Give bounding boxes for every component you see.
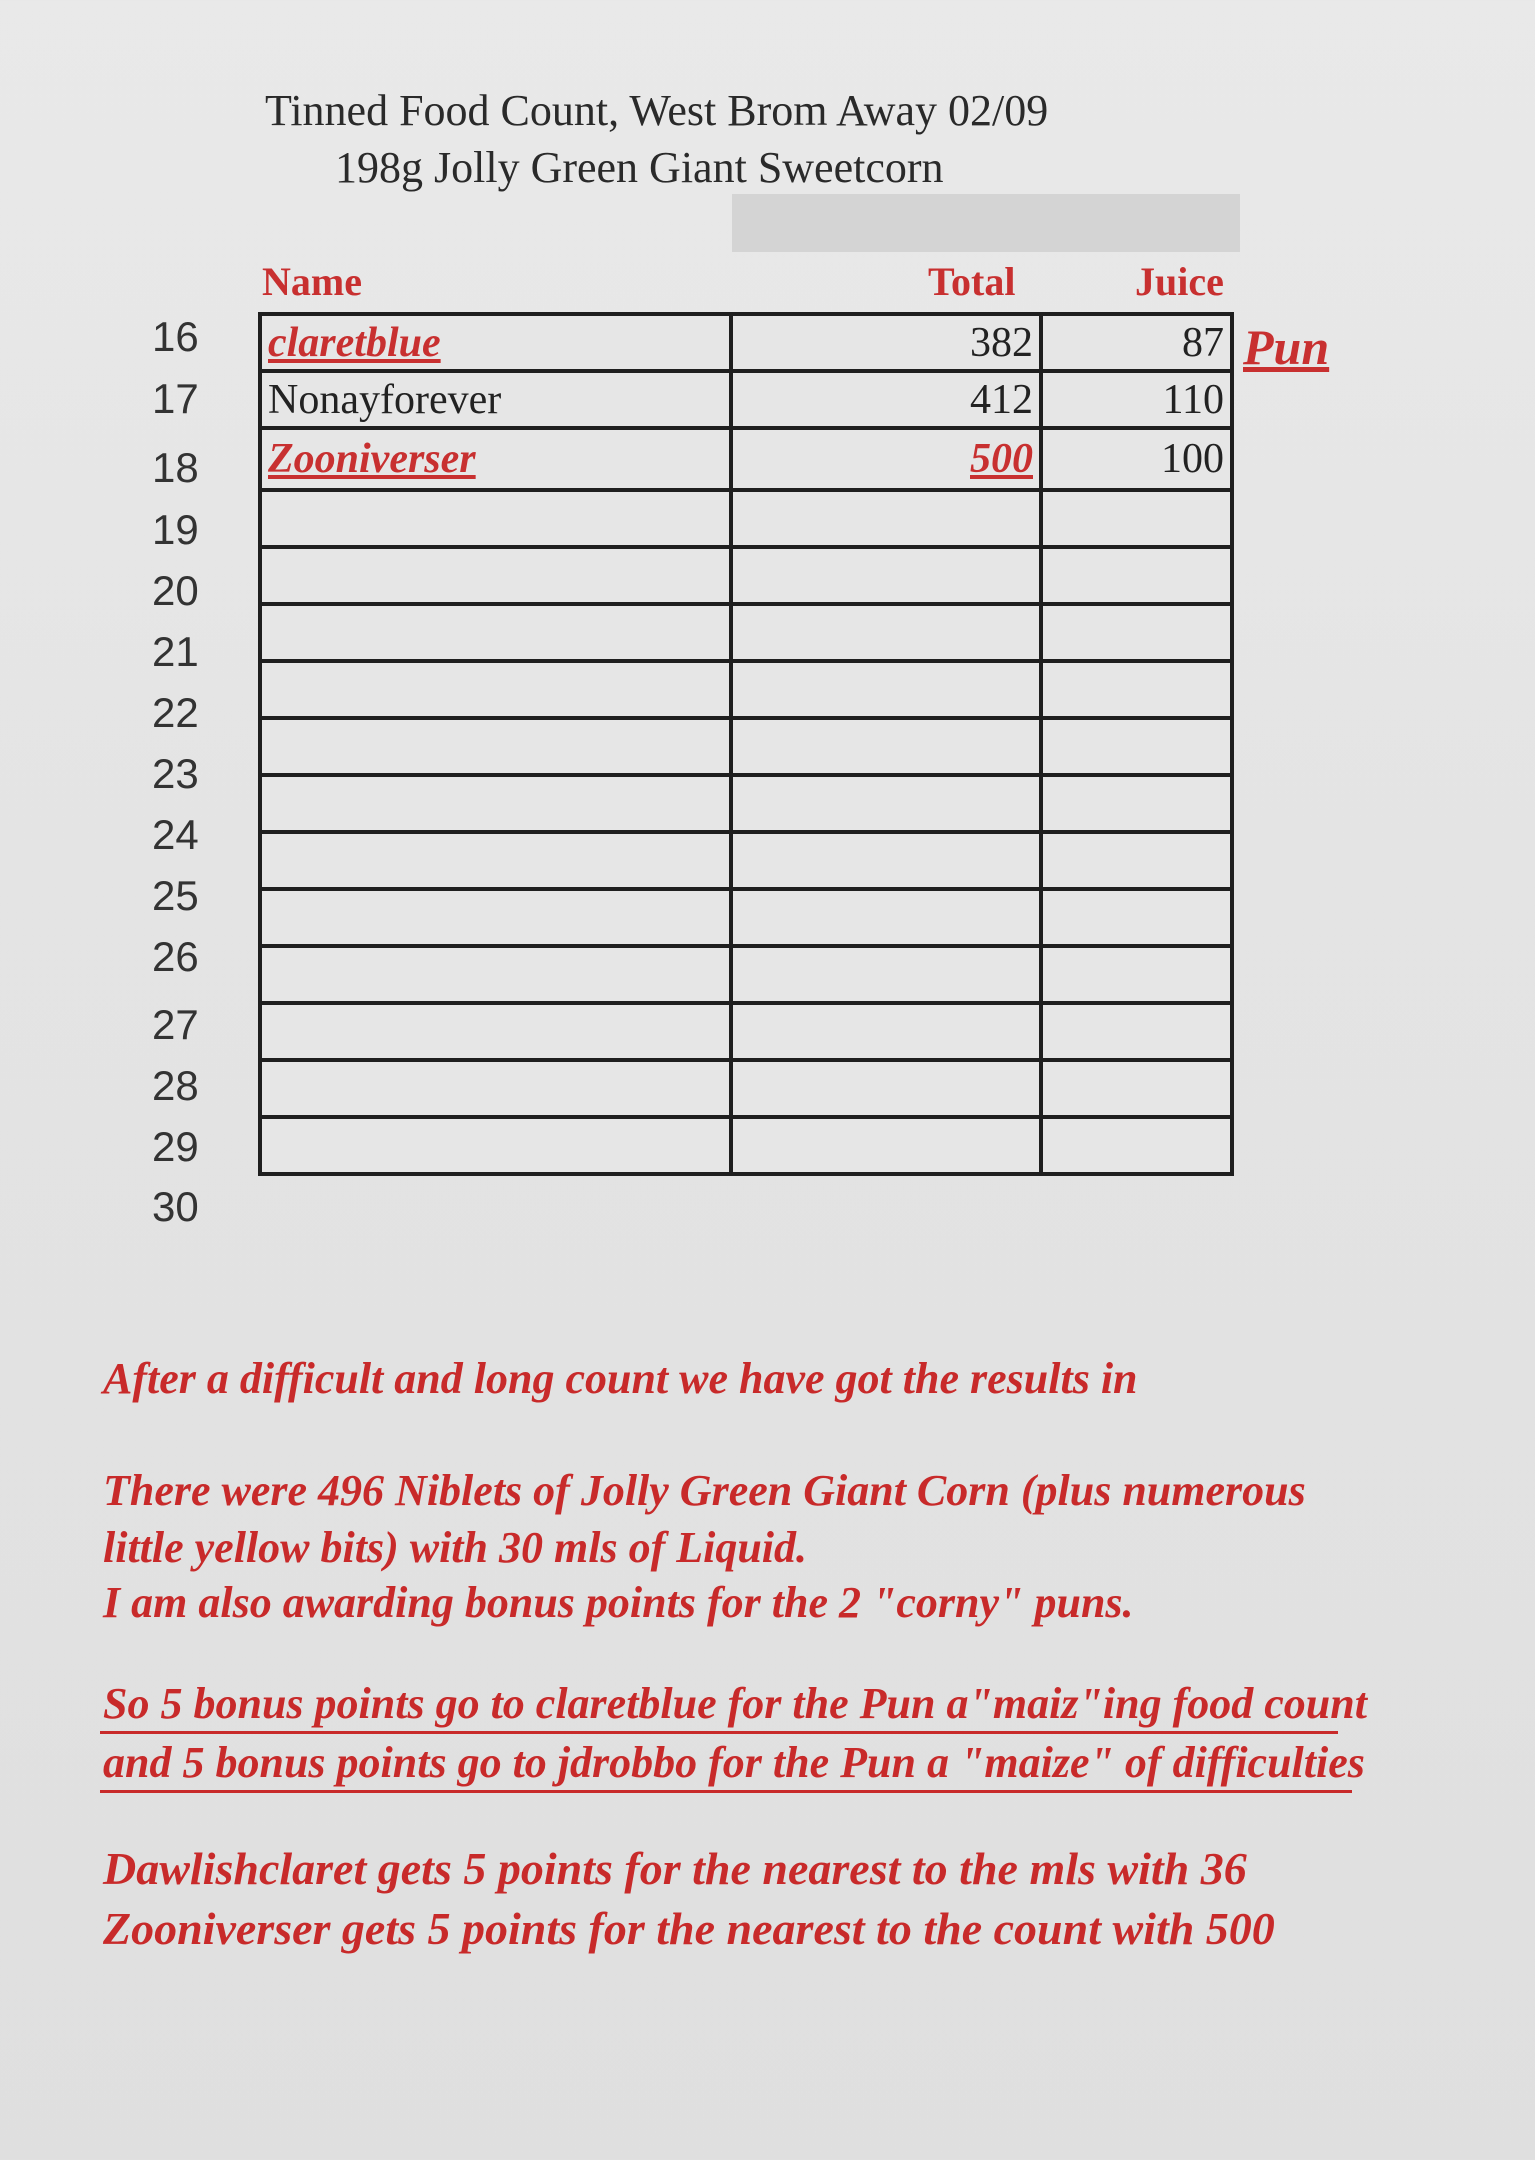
name-cell: [260, 428, 731, 490]
juice-cell: [1041, 428, 1232, 490]
row-number: 29: [152, 1123, 199, 1170]
total-cell: [731, 718, 1041, 775]
table-row: [260, 1117, 1232, 1174]
name-cell: [260, 314, 731, 371]
juice-cell: [1041, 604, 1232, 661]
total-cell: [731, 314, 1041, 371]
row-number: 18: [152, 444, 199, 491]
row-number: 30: [152, 1183, 199, 1230]
total-cell: [731, 547, 1041, 604]
results-intro: After a difficult and long count we have got the results in: [103, 1354, 1138, 1403]
name-cell: [260, 490, 731, 547]
total-cell: [731, 946, 1041, 1003]
table-row: [260, 547, 1232, 604]
table-row: [260, 490, 1232, 547]
table-row: [260, 604, 1232, 661]
name-cell: [260, 1060, 731, 1117]
total-value: 382: [970, 319, 1033, 366]
underline-rule: [100, 1790, 1352, 1793]
name-value: claretblue: [268, 319, 441, 366]
juice-cell: [1041, 775, 1232, 832]
table-row: [260, 314, 1232, 371]
juice-cell: [1041, 314, 1232, 371]
juice-value: 100: [1161, 436, 1224, 482]
juice-cell: [1041, 547, 1232, 604]
page-title-2: 198g Jolly Green Giant Sweetcorn: [335, 143, 944, 192]
total-cell: [731, 832, 1041, 889]
results-line-2: little yellow bits) with 30 mls of Liquid.: [103, 1523, 808, 1572]
juice-cell: [1041, 661, 1232, 718]
table-row: [260, 832, 1232, 889]
bonus-line-2: and 5 bonus points go to jdrobbo for the Pun a "maize" of difficulties: [103, 1738, 1365, 1787]
table-row: [260, 371, 1232, 428]
total-cell: [731, 604, 1041, 661]
table-row: [260, 889, 1232, 946]
name-cell: [260, 1117, 731, 1174]
grey-patch: [732, 194, 1240, 252]
total-cell: [731, 371, 1041, 428]
name-cell: [260, 946, 731, 1003]
row-number: 20: [152, 567, 199, 614]
total-cell: [731, 1117, 1041, 1174]
juice-cell: [1041, 946, 1232, 1003]
bonus-line-1: So 5 bonus points go to claretblue for the Pun a"maiz"ing food count: [103, 1679, 1367, 1728]
row-number: 25: [152, 872, 199, 919]
total-cell: [731, 1003, 1041, 1060]
table-row: [260, 946, 1232, 1003]
total-value: 500: [970, 436, 1033, 482]
juice-cell: [1041, 371, 1232, 428]
juice-cell: [1041, 1003, 1232, 1060]
count-table: [258, 312, 1234, 1176]
row-number: 22: [152, 689, 199, 736]
winner-line-2: Zooniverser gets 5 points for the nearest to the count with 500: [103, 1903, 1275, 1954]
juice-cell: [1041, 832, 1232, 889]
name-cell: [260, 371, 731, 428]
table-row: [260, 1003, 1232, 1060]
row-number: 24: [152, 811, 199, 858]
name-cell: [260, 832, 731, 889]
header-juice: Juice: [1135, 259, 1224, 304]
name-cell: [260, 718, 731, 775]
juice-value: 110: [1162, 376, 1224, 423]
row-number: 27: [152, 1001, 199, 1048]
row-number: 23: [152, 750, 199, 797]
table-row: [260, 775, 1232, 832]
name-cell: [260, 661, 731, 718]
table-row: [260, 428, 1232, 490]
name-value: Zooniverser: [268, 436, 476, 482]
row-number: 26: [152, 933, 199, 980]
name-cell: [260, 1003, 731, 1060]
total-cell: [731, 661, 1041, 718]
pun-tag: Pun: [1243, 319, 1330, 375]
name-value: Nonayforever: [268, 376, 502, 423]
row-number: 21: [152, 628, 199, 675]
header-total: Total: [928, 259, 1016, 304]
row-number: 17: [152, 375, 199, 422]
header-name: Name: [262, 259, 362, 304]
total-cell: [731, 490, 1041, 547]
juice-value: 87: [1182, 319, 1224, 366]
name-cell: [260, 604, 731, 661]
total-cell: [731, 775, 1041, 832]
row-number: 28: [152, 1062, 199, 1109]
row-number: 16: [152, 313, 199, 360]
name-cell: [260, 775, 731, 832]
page-title-1: Tinned Food Count, West Brom Away 02/09: [265, 86, 1049, 135]
row-number: 19: [152, 506, 199, 553]
winner-line-1: Dawlishclaret gets 5 points for the nearest to the mls with 36: [103, 1843, 1247, 1894]
total-value: 412: [970, 376, 1033, 423]
juice-cell: [1041, 1117, 1232, 1174]
juice-cell: [1041, 490, 1232, 547]
juice-cell: [1041, 889, 1232, 946]
table-row: [260, 718, 1232, 775]
table-row: [260, 661, 1232, 718]
bonus-intro: I am also awarding bonus points for the 2 "corny" puns.: [103, 1578, 1134, 1627]
name-cell: [260, 889, 731, 946]
results-line-1: There were 496 Niblets of Jolly Green Giant Corn (plus numerous: [103, 1466, 1306, 1515]
total-cell: [731, 889, 1041, 946]
total-cell: [731, 1060, 1041, 1117]
name-cell: [260, 547, 731, 604]
table-row: [260, 1060, 1232, 1117]
total-cell: [731, 428, 1041, 490]
underline-rule: [100, 1731, 1338, 1734]
juice-cell: [1041, 1060, 1232, 1117]
juice-cell: [1041, 718, 1232, 775]
